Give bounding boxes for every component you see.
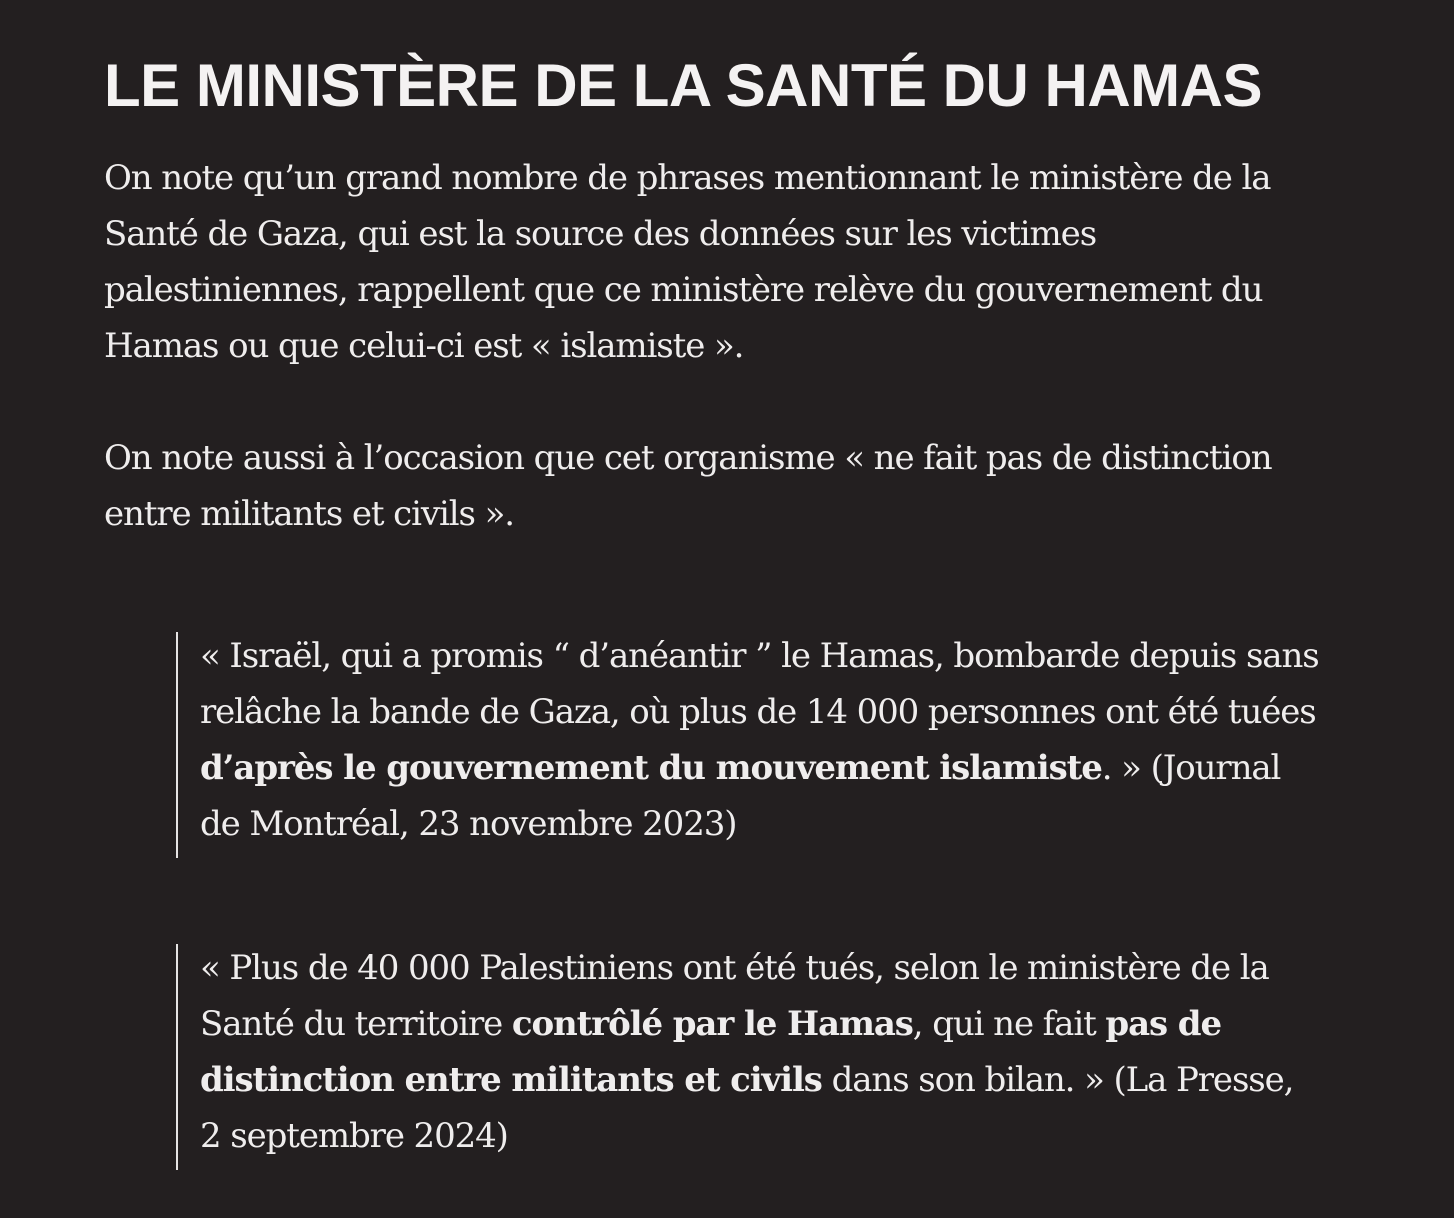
quote-text-segment: , qui ne fait [912,1004,1106,1044]
quote-bold-segment: pas de distinction entre militants et civils [200,1004,1221,1100]
quote-text [200,940,1320,1164]
article-body [104,48,1334,542]
quote-la-presse [176,944,1320,1170]
quote-bold-segment: d’après le gouvernement du mouvement islamiste [200,748,1102,788]
paragraph-distinction: On note aussi à l’occasion que cet organisme « ne fait pas de distinction entre militants et civils ». [104,438,1272,534]
paragraph-health-ministry: On note qu’un grand nombre de phrases mentionnant le ministère de la Santé de Gaza, qui est la source des données sur les victimes palestiniennes, rappellent que ce ministère relève du gouvernement du Hamas ou que celui-ci est « islamiste ». [104,158,1271,366]
quote-source-segment: . » (Journal de Montréal, 23 novembre 2023) [200,748,1281,844]
quote-source-segment: dans son bilan. » (La Presse, 2 septembre 2024) [200,1060,1294,1156]
section-heading: LE MINISTÈRE DE LA SANTÉ DU HAMAS [104,52,1262,119]
quote-text [200,628,1320,852]
quote-text-segment: « Plus de 40 000 Palestiniens ont été tués, selon le ministère de la Santé du territoire [200,948,1269,1044]
quote-text-segment: « Israël, qui a promis “ d’anéantir ” le Hamas, bombarde depuis sans relâche la bande de Gaza, où plus de 14 000 personnes ont été tuées [200,636,1319,732]
quote-journal-de-montreal [176,632,1320,858]
quote-bold-segment: contrôlé par le Hamas [511,1004,913,1044]
